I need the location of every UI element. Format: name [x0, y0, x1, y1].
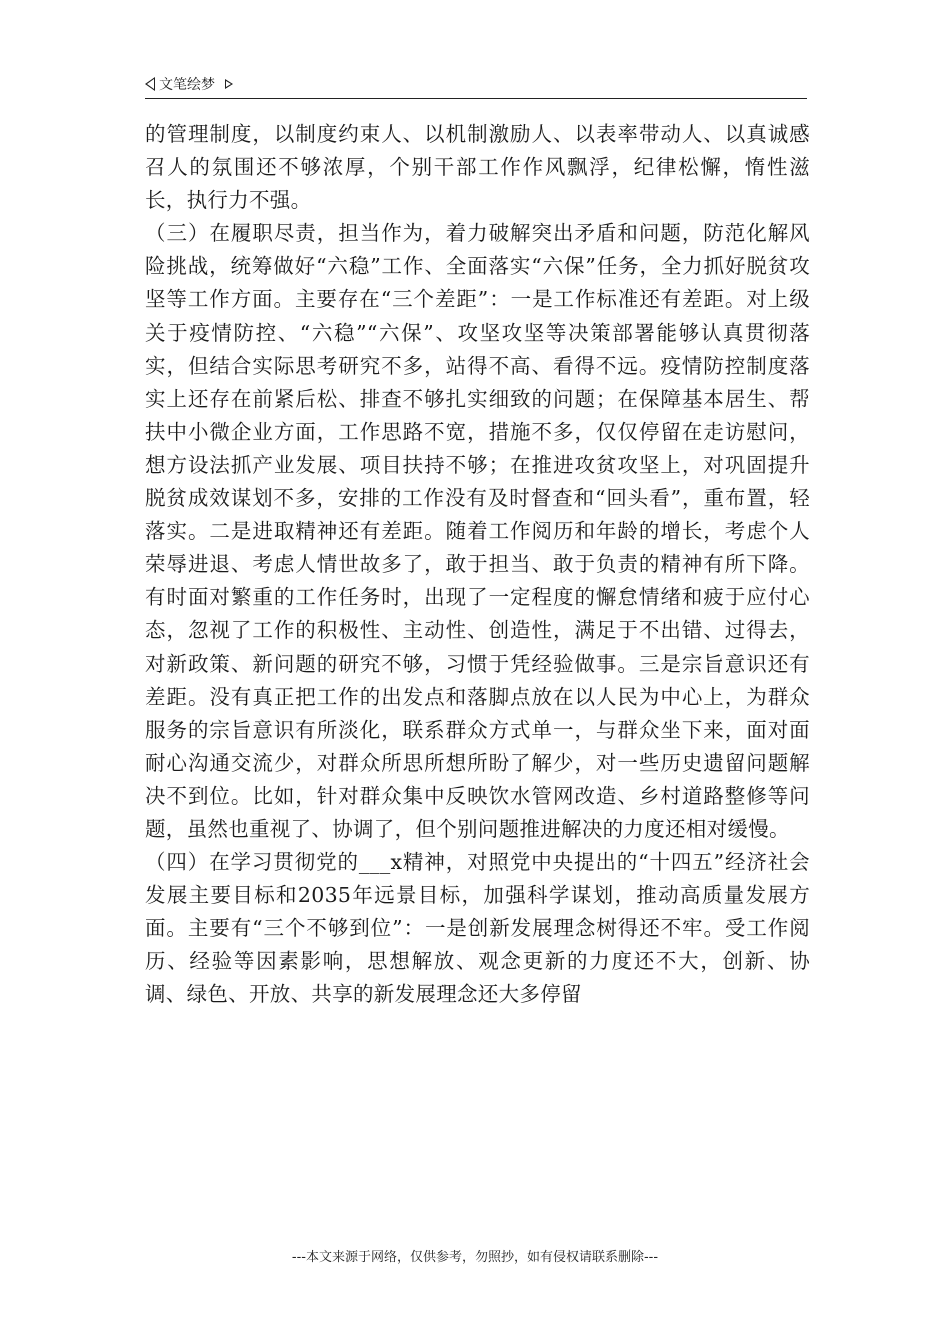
header-brand	[145, 74, 233, 94]
header-brand-text: 文笔绘梦	[159, 77, 215, 93]
paragraph-3: （四）在学习贯彻党的___x精神，对照党中央提出的“十四五”经济社会发展主要目标和2035年远景目标，加强科学谋划，推动高质量发展方面。主要有“三个不够到位”：一是创新发展理念树得还不牢。受工作阅历、经验等因素影响，思想解放、观念更新的力度还不大，创新、协调、绿色、开放、共享的新发展理念还大多停留	[145, 850, 810, 1007]
paragraph-2: （三）在履职尽责，担当作为，着力破解突出矛盾和问题，防范化解风险挑战，统筹做好“六稳”工作、全面落实“六保”任务，全力抓好脱贫攻坚等工作方面。主要存在“三个差距”：一是工作标准还有差距。对上级关于疫情防控、“六稳”“六保”、攻坚攻坚等决策部署能够认真贯彻落实，但结合实际思考研究不多，站得不高、看得不远。疫情防控制度落实上还存在前紧后松、排查不够扎实细致的问题；在保障基本居生、帮扶中小微企业方面，工作思路不宽，措施不多，仅仅停留在走访慰问，想方设法抓产业发展、项目扶持不够；在推进攻贫攻坚上，对巩固提升脱贫成效谋划不多，安排的工作没有及时督查和“回头看”，重布置，轻落实。二是进取精神还有差距。随着工作阅历和年龄的增长，考虑个人荣辱进退、考虑人情世故多了，敢于担当、敢于负责的精神有所下降。有时面对繁重的工作任务时，出现了一定程度的懈怠情绪和疲于应付心态，忽视了工作的积极性、主动性、创造性，满足于不出错、过得去，对新政策、新问题的研究不够，习惯于凭经验做事。三是宗旨意识还有差距。没有真正把工作的出发点和落脚点放在以人民为中心上，为群众服务的宗旨意识有所淡化，联系群众方式单一，与群众坐下来，面对面耐心沟通交流少，对群众所思所想所盼了解少，对一些历史遗留问题解决不到位。比如，针对群众集中反映饮水管网改造、乡村道路整修等问题，虽然也重视了、协调了，但个别问题推进解决的力度还相对缓慢。	[145, 221, 810, 841]
left-triangle-icon	[145, 77, 155, 91]
paragraph-1: 的管理制度，以制度约束人、以机制激励人、以表率带动人、以真诚感召人的氛围还不够浓厚，个别干部工作作风飘浮，纪律松懈，惰性滋长，执行力不强。	[145, 122, 810, 213]
document-body	[145, 118, 810, 1012]
right-triangle-icon	[225, 79, 233, 89]
page-header	[145, 72, 807, 99]
page-footer-note: ---本文来源于网络，仅供参考，勿照抄，如有侵权请联系删除---	[291, 1250, 659, 1265]
